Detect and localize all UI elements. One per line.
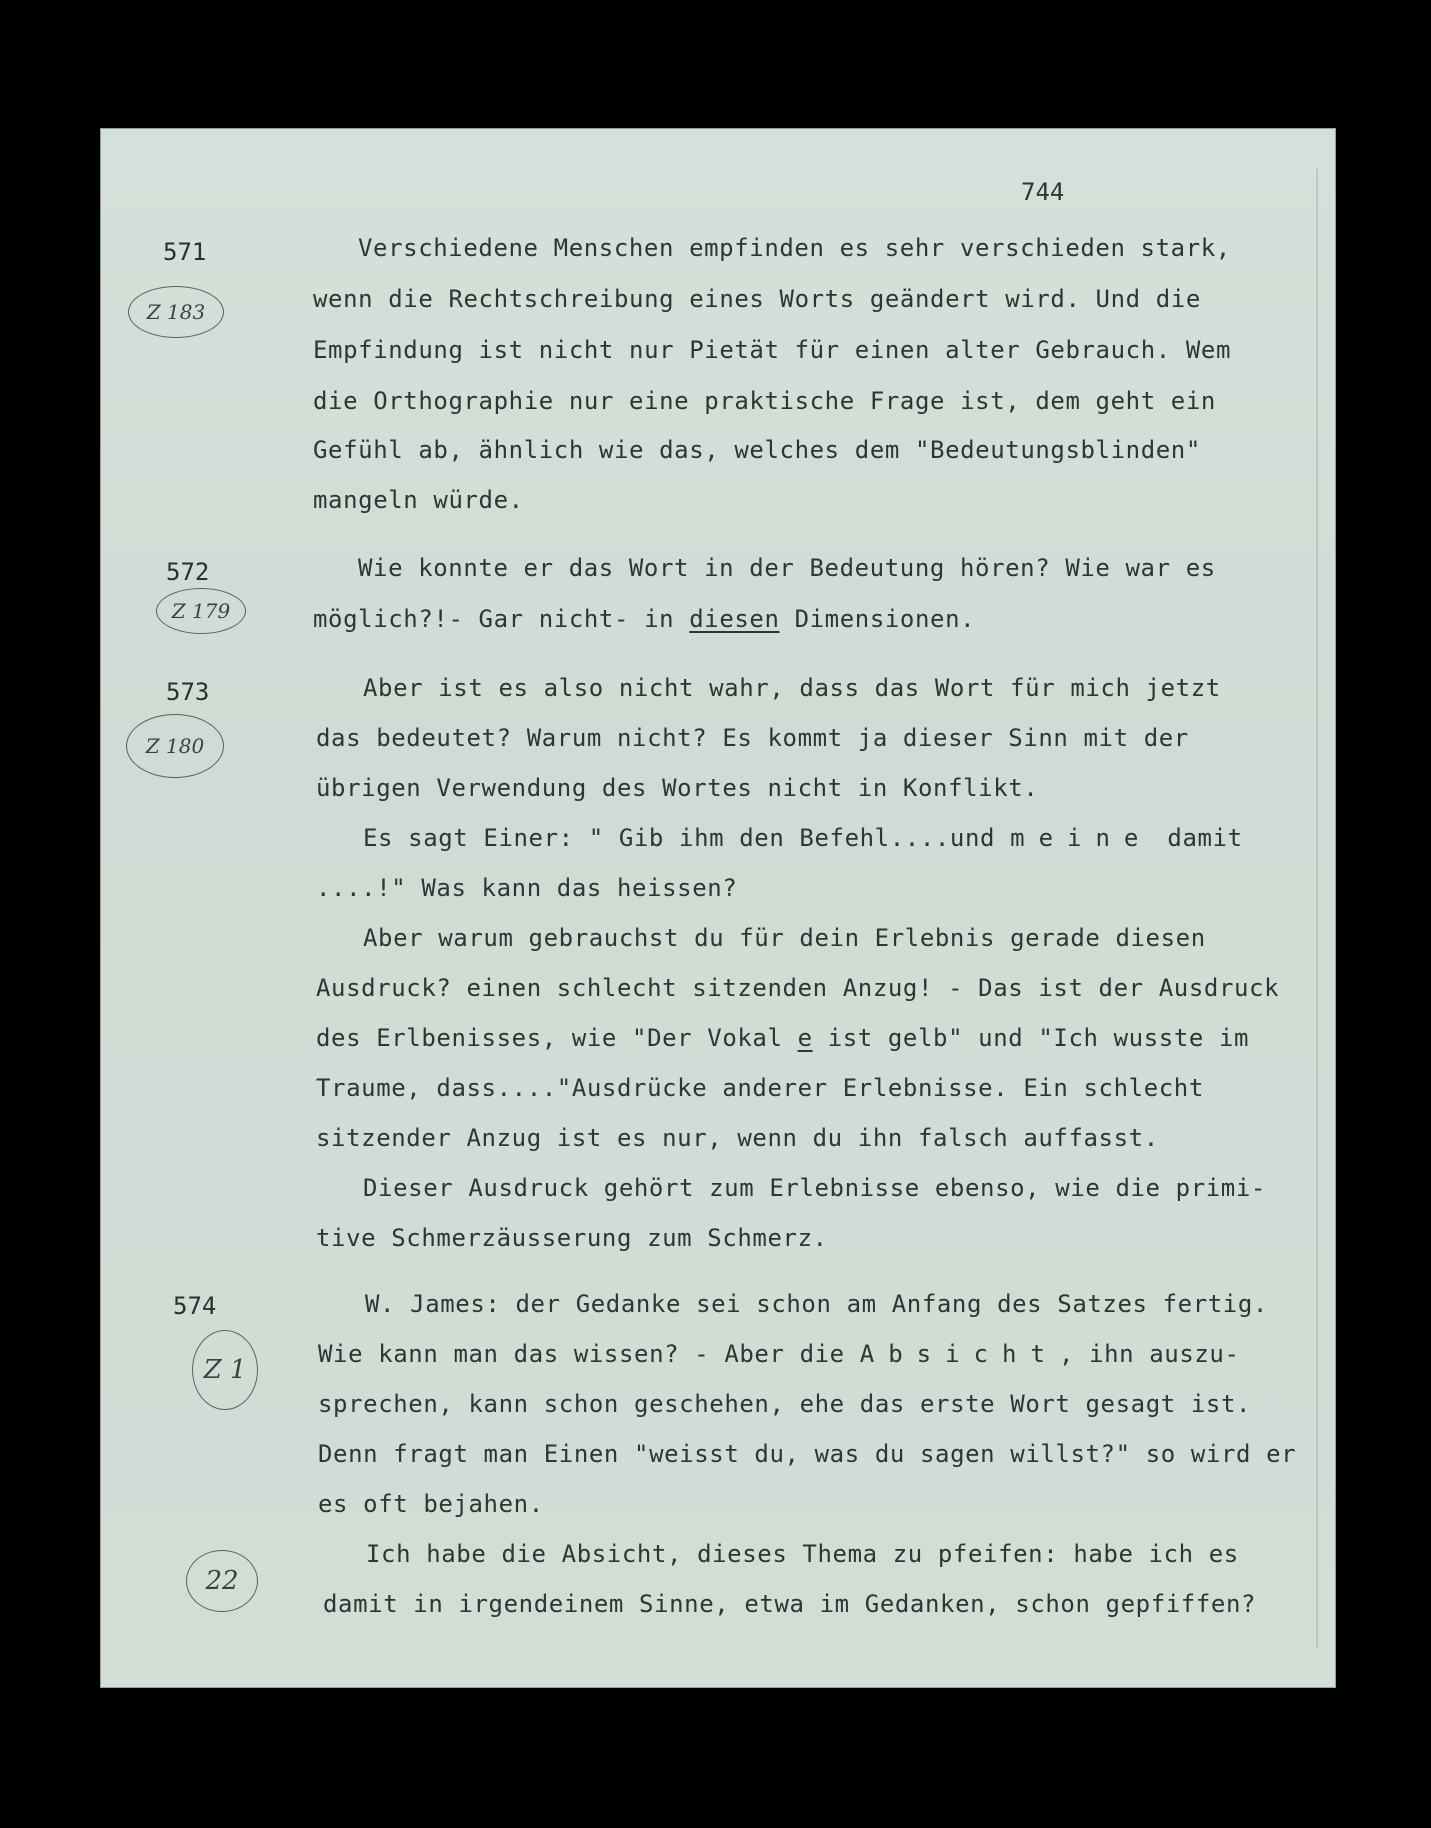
handwritten-reference: Z 179 [156,588,246,634]
text-line: das bedeutet? Warum nicht? Es kommt ja dieser Sinn mit der [316,724,1189,752]
text-line: sprechen, kann schon geschehen, ehe das erste Wort gesagt ist. [318,1390,1252,1418]
text-line: wenn die Rechtschreibung eines Worts geändert wird. Und die [313,285,1201,313]
remark-number: 572 [166,558,210,586]
text-line: ....!" Was kann das heissen? [316,874,738,902]
text-line: Dieser Ausdruck gehört zum Erlebnisse ebenso, wie die primi- [363,1174,1266,1202]
text-line: Verschiedene Menschen empfinden es sehr verschieden stark, [358,234,1231,262]
text-line: W. James: der Gedanke sei schon am Anfang des Satzes fertig. [365,1290,1268,1318]
text-line: Wie kann man das wissen? - Aber die Absicht, ihn auszu- [318,1340,1240,1368]
text-line: damit in irgendeinem Sinne, etwa im Gedanken, schon gepfiffen? [323,1590,1257,1618]
text-line: mangeln würde. [313,486,524,514]
underlined-letter: e [797,1024,813,1052]
text-line: die Orthographie nur eine praktische Frage ist, dem geht ein [313,387,1216,415]
text-line: Gefühl ab, ähnlich wie das, welches dem "Bedeutungsblinden" [313,436,1201,464]
text-line: Traume, dass...."Ausdrücke anderer Erlebnisse. Ein schlecht [316,1074,1204,1102]
remark-number: 573 [166,678,210,706]
text-line: Ausdruck? einen schlecht sitzenden Anzug! - Das ist der Ausdruck [316,974,1280,1002]
text-line: des Erlbenisses, wie "Der Vokal e ist gelb" und "Ich wusste im [316,1024,1250,1052]
remark-number: 574 [173,1292,217,1320]
handwritten-reference: Z 1 [192,1330,258,1410]
text-line: Ich habe die Absicht, dieses Thema zu pfeifen: habe ich es [366,1540,1239,1568]
page-number: 744 [1021,178,1065,206]
text-line: übrigen Verwendung des Wortes nicht in Konflikt. [316,774,1039,802]
text-line: möglich?!- Gar nicht- in diesen Dimensionen. [313,605,976,633]
remark-number: 571 [163,238,207,266]
text-line: Denn fragt man Einen "weisst du, was du sagen willst?" so wird er [318,1440,1297,1468]
text-line: Empfindung ist nicht nur Pietät für einen alter Gebrauch. Wem [313,336,1232,364]
spaced-emphasis: meine [1010,824,1153,852]
underlined-word: diesen [689,605,780,633]
spaced-emphasis: Absicht [859,1340,1059,1368]
text-line: Wie konnte er das Wort in der Bedeutung hören? Wie war es [358,554,1216,582]
handwritten-reference: Z 180 [126,714,224,778]
text-line: sitzender Anzug ist es nur, wenn du ihn falsch auffasst. [316,1124,1159,1152]
text-line: Aber ist es also nicht wahr, dass das Wort für mich jetzt [363,674,1221,702]
handwritten-reference: Z 183 [128,286,224,338]
text-line: es oft bejahen. [318,1490,544,1518]
handwritten-reference: 22 [186,1550,258,1612]
text-line: tive Schmerzäusserung zum Schmerz. [316,1224,828,1252]
text-line: Aber warum gebrauchst du für dein Erlebnis gerade diesen [363,924,1206,952]
text-line: Es sagt Einer: " Gib ihm den Befehl....und meine damit [363,824,1243,852]
